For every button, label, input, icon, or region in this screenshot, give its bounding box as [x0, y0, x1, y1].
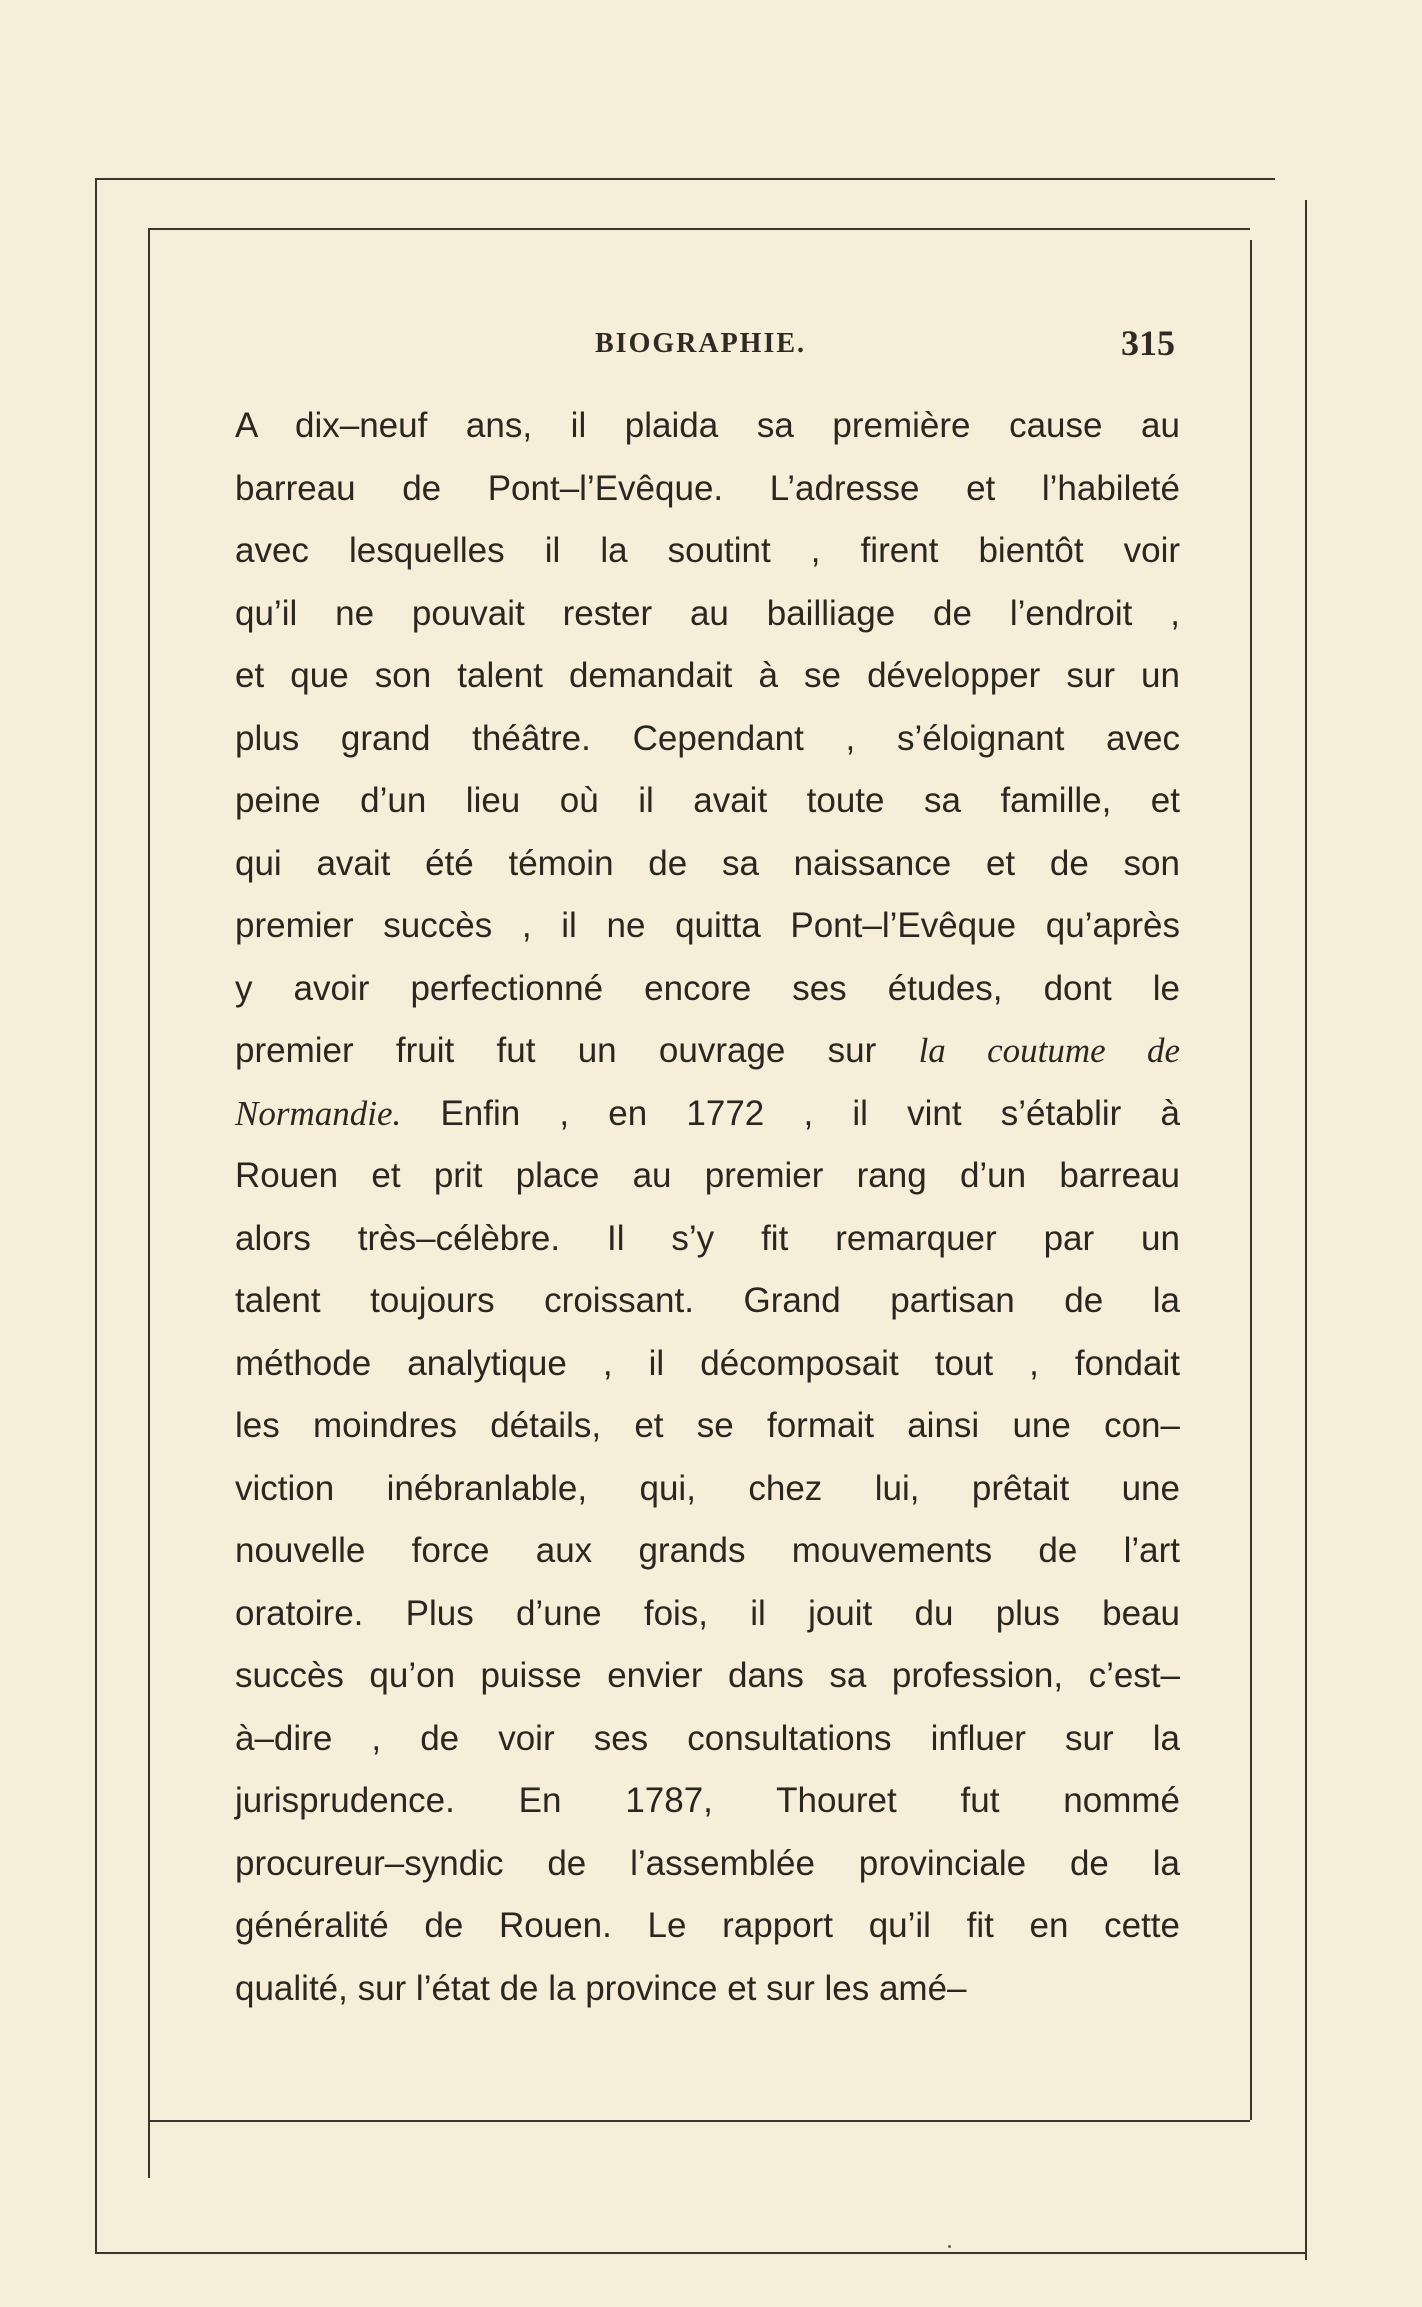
text-line: viction inébranlable, qui, chez lui, prêtait une [235, 1468, 1180, 1508]
text-line: et que son talent demandait à se développer sur un [235, 656, 1180, 695]
speck [948, 2245, 951, 2248]
text-line: barreau de Pont–l’Evêque. L’adresse et l’habileté [235, 468, 1180, 508]
body-text [235, 395, 1180, 2020]
text-line: oratoire. Plus d’une fois, il jouit du plus beau [235, 1593, 1180, 1633]
text-line: qu’il ne pouvait rester au bailliage de l’endroit , [235, 593, 1180, 633]
italic-title-part: Normandie. [235, 1093, 402, 1133]
text-line: plus grand théâtre. Cependant , s’éloignant avec [235, 718, 1180, 758]
frame-left-rule-outer [95, 178, 97, 2253]
text-line: procureur–syndic de l’assemblée provinciale de la [235, 1843, 1180, 1883]
text-line: méthode analytique , il décomposait tout , fondait [235, 1343, 1180, 1383]
text-line-with-italic [235, 1083, 1180, 1146]
frame-right-rule-outer [1305, 200, 1307, 2260]
text-line: A dix–neuf ans, il plaida sa première cause au [235, 406, 1180, 445]
text-line: peine d’un lieu où il avait toute sa famille, et [235, 781, 1180, 820]
text-line-with-italic [235, 1020, 1180, 1083]
running-head: BIOGRAPHIE. [595, 328, 807, 359]
italic-title-part: la coutume de [918, 1031, 1180, 1070]
text-line: jurisprudence. En 1787, Thouret fut nommé [235, 1781, 1180, 1820]
text-line: alors très–célèbre. Il s’y fit remarquer par un [235, 1218, 1180, 1258]
text-line: premier succès , il ne quitta Pont–l’Evêque qu’après [235, 906, 1180, 945]
frame-right-rule-inner [1250, 240, 1252, 2120]
frame-left-rule-inner [148, 228, 150, 2178]
text-line: à–dire , de voir ses consultations influer sur la [235, 1718, 1180, 1758]
page-header [235, 318, 1180, 368]
page-number: 315 [1121, 323, 1175, 363]
text-line: succès qu’on puisse envier dans sa profession, c’est– [235, 1656, 1180, 1695]
text-line: qui avait été témoin de sa naissance et de son [235, 843, 1180, 883]
frame-bottom-rule-outer [95, 2252, 1305, 2254]
text-segment: Enfin , en 1772 , il vint s’établir à [440, 1093, 1180, 1133]
text-line: nouvelle force aux grands mouvements de l’art [235, 1531, 1180, 1570]
text-line: généralité de Rouen. Le rapport qu’il fit en cette [235, 1906, 1180, 1945]
text-segment: premier fruit fut un ouvrage sur [235, 1031, 877, 1070]
text-line: talent toujours croissant. Grand partisan de la [235, 1281, 1180, 1320]
text-line: Rouen et prit place au premier rang d’un barreau [235, 1156, 1180, 1195]
text-line: y avoir perfectionné encore ses études, dont le [235, 968, 1180, 1008]
frame-top-rule-outer [95, 178, 1275, 180]
frame-top-rule-inner [150, 228, 1250, 230]
frame-bottom-rule-inner [150, 2120, 1250, 2122]
text-line: les moindres détails, et se formait ainsi une con– [235, 1406, 1180, 1445]
text-line: avec lesquelles il la soutint , firent bientôt voir [235, 531, 1180, 570]
text-line: qualité, sur l’état de la province et sur les amé– [235, 1968, 967, 2008]
